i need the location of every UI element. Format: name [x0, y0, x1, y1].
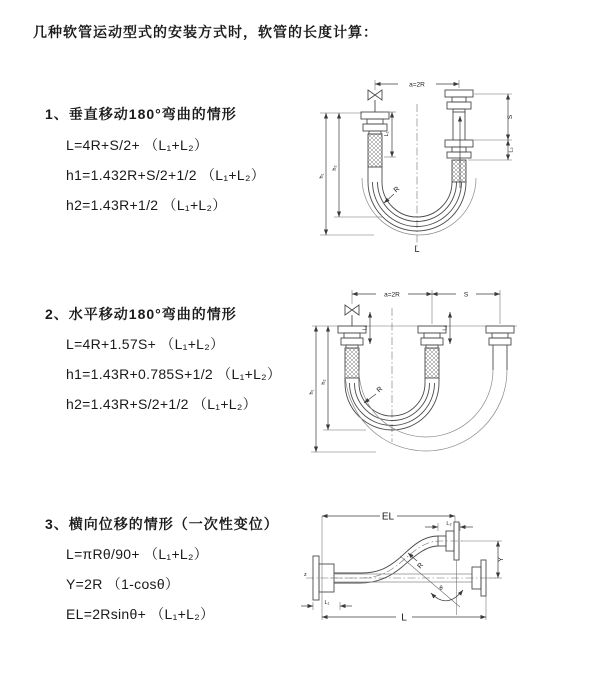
dim-label-h2: h₂ [332, 165, 338, 171]
valve-icon [345, 305, 359, 326]
dim-label-a2r: a=2R [409, 81, 425, 89]
construction-lines [400, 556, 460, 615]
dim-label-h2: h₂ [321, 379, 327, 385]
dimensions [301, 512, 505, 624]
radius-label: R [375, 385, 385, 395]
dim-label-h1: h₁ [319, 173, 325, 179]
braided-hose-left [368, 134, 382, 167]
section-1-heading: 1、垂直移动180°弯曲的情形 [45, 106, 237, 122]
diagram-horizontal-180-bend [306, 282, 531, 460]
dim-label-el: EL [381, 511, 395, 523]
section-2-formula-h1: h1=1.43R+0.785S+1/2 （L₁+L₂） [66, 366, 282, 382]
hose-assembly [312, 305, 517, 451]
dim-label-l1: L₁ [384, 131, 390, 137]
braided-hose-left [345, 348, 359, 378]
dim-label-l2: L₂ [508, 147, 515, 153]
braided-hose-right [452, 160, 466, 182]
dim-label-y: Y [498, 557, 505, 562]
angle-label: θ [439, 586, 443, 592]
section-3-formula-L: L=πRθ/90+ （L₁+L₂） [66, 546, 209, 562]
hose-assembly [361, 90, 476, 235]
length-label: L [414, 244, 420, 254]
dim-label-l1: L₁ [362, 325, 369, 331]
centerline [306, 541, 496, 578]
valve-icon [368, 90, 382, 112]
dim-label-h1: h₁ [309, 389, 315, 395]
section-1-formula-h1: h1=1.432R+S/2+1/2 （L₁+L₂） [66, 167, 266, 183]
diagram-lateral-displacement [300, 503, 565, 638]
radius-label: R [416, 561, 426, 571]
section-3-heading: 3、横向位移的情形（一次性变位） [45, 516, 279, 532]
braided-hose-middle [425, 348, 439, 378]
dimensions [309, 290, 500, 452]
section-1-formula-h2: h2=1.43R+1/2 （L₁+L₂） [66, 197, 227, 213]
hose-assembly [313, 522, 486, 600]
dim-label-s: S [507, 114, 514, 120]
hose-displaced-inner [359, 370, 493, 437]
section-2-formula-L: L=4R+1.57S+ （L₁+L₂） [66, 336, 225, 352]
z-mark: z [304, 572, 307, 578]
section-3-formula-EL: EL=2Rsinθ+ （L₁+L₂） [66, 606, 215, 622]
dim-label-l: L [401, 612, 407, 624]
diagram-2-svg [306, 282, 531, 460]
dim-label-l2: L₂ [442, 325, 449, 331]
section-2-heading: 2、水平移动180°弯曲的情形 [45, 306, 237, 322]
hose-displaced-outer [345, 370, 507, 451]
radius-label: R [392, 185, 402, 195]
diagram-3-svg [300, 503, 565, 638]
dim-label-l1: L₁ [324, 600, 330, 606]
section-1-formula-L: L=4R+S/2+ （L₁+L₂） [66, 137, 209, 153]
dim-label-l2: L₂ [446, 521, 452, 527]
section-3-formula-Y: Y=2R （1-cosθ） [66, 576, 180, 592]
diagram-vertical-180-bend [312, 70, 527, 258]
page-title: 几种软管运动型式的安装方式时，软管的长度计算： [33, 24, 378, 40]
dim-label-a2r: a=2R [384, 291, 400, 299]
dim-label-s: S [463, 291, 469, 299]
diagram-1-svg [312, 70, 527, 258]
section-2-formula-h2: h2=1.43R+S/2+1/2 （L₁+L₂） [66, 396, 257, 412]
